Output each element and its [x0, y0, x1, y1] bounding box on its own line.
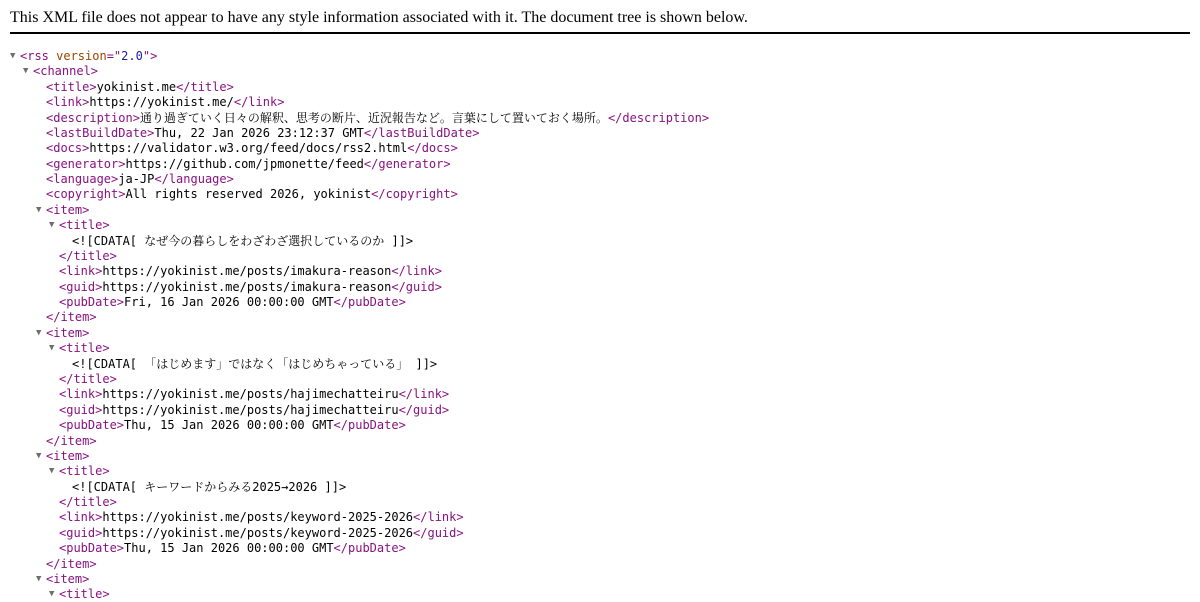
collapse-triangle-icon[interactable]: ▼: [10, 51, 16, 61]
xml-tag: </pubDate>: [333, 541, 406, 556]
xml-text-node: Thu, 22 Jan 2026 23:12:37 GMT: [154, 125, 364, 140]
xml-tag: <item>: [46, 325, 90, 340]
xml-tag: <docs>: [46, 141, 90, 156]
xml-tag: </copyright>: [371, 187, 458, 202]
xml-tag: <pubDate>: [59, 541, 125, 556]
xml-tag: </title>: [59, 495, 117, 510]
xml-tag: </link>: [413, 510, 464, 525]
xml-tag: </generator>: [363, 156, 451, 171]
xml-tag: </pubDate>: [333, 418, 406, 433]
xml-tag: </title>: [59, 248, 117, 263]
xml-tree-line: [49, 279, 442, 295]
xml-tag: </item>: [46, 310, 97, 325]
xml-tag: <guid>: [59, 279, 103, 294]
xml-tree-line: [49, 402, 449, 418]
xml-tag: <rss: [20, 49, 57, 63]
xml-tag: </docs>: [407, 141, 458, 156]
xml-text-node: Thu, 15 Jan 2026 00:00:00 GMT: [124, 541, 334, 556]
xml-tag: <pubDate>: [59, 295, 125, 310]
collapse-triangle-icon[interactable]: ▼: [23, 66, 29, 77]
xml-text-node: All rights reserved 2026, yokinist: [125, 187, 372, 202]
xml-tree-line: [36, 94, 284, 110]
xml-tree-line: [49, 248, 117, 264]
xml-tag: <guid>: [59, 402, 103, 417]
collapse-triangle-icon[interactable]: ▼: [49, 343, 55, 354]
xml-tree-line: [49, 509, 464, 525]
collapse-triangle-icon[interactable]: ▼: [36, 450, 42, 461]
xml-text-node: https://validator.w3.org/feed/docs/rss2.html: [89, 141, 408, 156]
xml-tree-line: [36, 556, 97, 572]
xml-tree-line: [49, 263, 442, 279]
xml-text-node: https://yokinist.me/: [89, 95, 234, 110]
xml-tag: </lastBuildDate>: [363, 125, 480, 140]
xml-text-node: Fri, 16 Jan 2026 00:00:00 GMT: [124, 295, 334, 310]
xml-tag: <guid>: [59, 525, 103, 540]
xml-tag: <language>: [46, 172, 119, 187]
xml-tag: </description>: [607, 110, 710, 125]
xml-tag: ">: [142, 49, 158, 63]
xml-tag: <link>: [59, 264, 103, 279]
xml-tree-line: [49, 525, 464, 541]
xml-tag: </guid>: [413, 525, 464, 540]
xml-text-node: https://yokinist.me/posts/hajimechatteiru: [102, 402, 399, 417]
xml-tree-line: [36, 186, 458, 202]
xml-tag: <copyright>: [46, 187, 126, 202]
xml-text-node: https://yokinist.me/posts/imakura-reason: [102, 264, 392, 279]
xml-tag: </link>: [391, 264, 442, 279]
xml-tag: </item>: [46, 556, 97, 571]
xml-tree-line: [49, 371, 117, 387]
xml-tag: <title>: [46, 79, 97, 94]
xml-tree-line[interactable]: [36, 202, 89, 218]
xml-tree-line: [62, 233, 413, 249]
xml-tag: <title>: [59, 341, 110, 356]
xml-tree-line: [36, 110, 709, 126]
collapse-triangle-icon[interactable]: ▼: [36, 204, 42, 215]
xml-text-node: ja-JP: [118, 172, 155, 187]
xml-tag: <lastBuildDate>: [46, 125, 155, 140]
xml-tree-line[interactable]: [36, 325, 89, 341]
xml-text-node: https://github.com/jpmonette/feed: [125, 156, 364, 171]
xml-attr-name: version: [56, 49, 107, 63]
xml-text-node: yokinist.me: [96, 79, 177, 94]
xml-tag: <link>: [59, 510, 103, 525]
xml-tag: </link>: [398, 387, 450, 402]
xml-tree-line: [36, 140, 458, 156]
xml-tag: <item>: [46, 202, 90, 217]
xml-tree-line: [62, 356, 437, 372]
xml-tree-line: [49, 540, 406, 556]
xml-tree-line: [36, 79, 234, 95]
xml-tag: <title>: [59, 218, 110, 233]
xml-tree-line: [36, 171, 234, 187]
xml-text-node: <![CDATA[ キーワードからみる2025→2026 ]]>: [72, 479, 347, 494]
xml-text-node: Thu, 15 Jan 2026 00:00:00 GMT: [124, 418, 334, 433]
xml-tag: <generator>: [46, 156, 126, 171]
xml-tag: <pubDate>: [59, 418, 125, 433]
xml-tag: </pubDate>: [333, 295, 406, 310]
collapse-triangle-icon[interactable]: ▼: [36, 573, 42, 584]
xml-text-node: https://yokinist.me/posts/imakura-reason: [102, 279, 392, 294]
xml-tag: </guid>: [398, 402, 450, 417]
xml-tag: <link>: [59, 387, 103, 402]
xml-text-node: https://yokinist.me/posts/keyword-2025-2026: [102, 510, 414, 525]
xml-tree-line: [62, 479, 346, 495]
xml-tree-line[interactable]: [10, 48, 157, 64]
collapse-triangle-icon[interactable]: ▼: [49, 466, 55, 477]
xml-tag: </guid>: [391, 279, 442, 294]
collapse-triangle-icon[interactable]: ▼: [36, 327, 42, 338]
xml-tag: </link>: [233, 95, 285, 110]
xml-text-node: https://yokinist.me/posts/hajimechatteiru: [102, 387, 399, 402]
xml-tree-line: [49, 386, 449, 402]
xml-tree-line[interactable]: [49, 463, 110, 479]
xml-tag: <title>: [59, 464, 110, 479]
xml-text-node: <![CDATA[ 「はじめます」ではなく「はじめちゃっている」 ]]>: [72, 356, 438, 371]
xml-tag: <channel>: [33, 64, 99, 79]
xml-tree-line[interactable]: [36, 571, 89, 587]
xml-text-node: <![CDATA[ なぜ今の暮らしをわざわざ選択しているのか ]]>: [72, 233, 414, 248]
xml-tag: <item>: [46, 448, 90, 463]
xml-tag: <description>: [46, 110, 140, 125]
collapse-triangle-icon[interactable]: ▼: [49, 589, 55, 600]
xml-tree-line: [36, 309, 97, 325]
xml-tag: </language>: [154, 172, 234, 187]
xml-tag: <title>: [59, 587, 110, 602]
xml-tree-line[interactable]: [23, 63, 98, 79]
xml-tree-line[interactable]: [36, 448, 89, 464]
xml-tree-line[interactable]: [49, 340, 110, 356]
xml-tree-line: [36, 156, 451, 172]
banner-text: This XML file does not appear to have any style information associated with it. The document tree is shown below.: [10, 9, 748, 26]
xml-tree-line: [36, 125, 479, 141]
xml-text-node: https://yokinist.me/posts/keyword-2025-2026: [102, 525, 414, 540]
xml-text-node: 通り過ぎていく日々の解釈、思考の断片、近況報告など。言葉にして置いておく場所。: [139, 110, 608, 125]
xml-tree-line[interactable]: [49, 217, 110, 233]
xml-tree-line: [49, 417, 406, 433]
xml-tag: </title>: [59, 371, 117, 386]
xml-tag: </title>: [176, 79, 234, 94]
xml-tree-line: [49, 494, 117, 510]
xml-tree-line: [49, 294, 406, 310]
xml-attr-value: 2.0: [121, 49, 143, 63]
collapse-triangle-icon[interactable]: ▼: [49, 220, 55, 231]
xml-tag: =": [106, 49, 122, 63]
xml-tag: <item>: [46, 571, 90, 586]
xml-tag: <link>: [46, 95, 90, 110]
xml-tree-line: [36, 433, 97, 449]
xml-tag: </item>: [46, 433, 97, 448]
